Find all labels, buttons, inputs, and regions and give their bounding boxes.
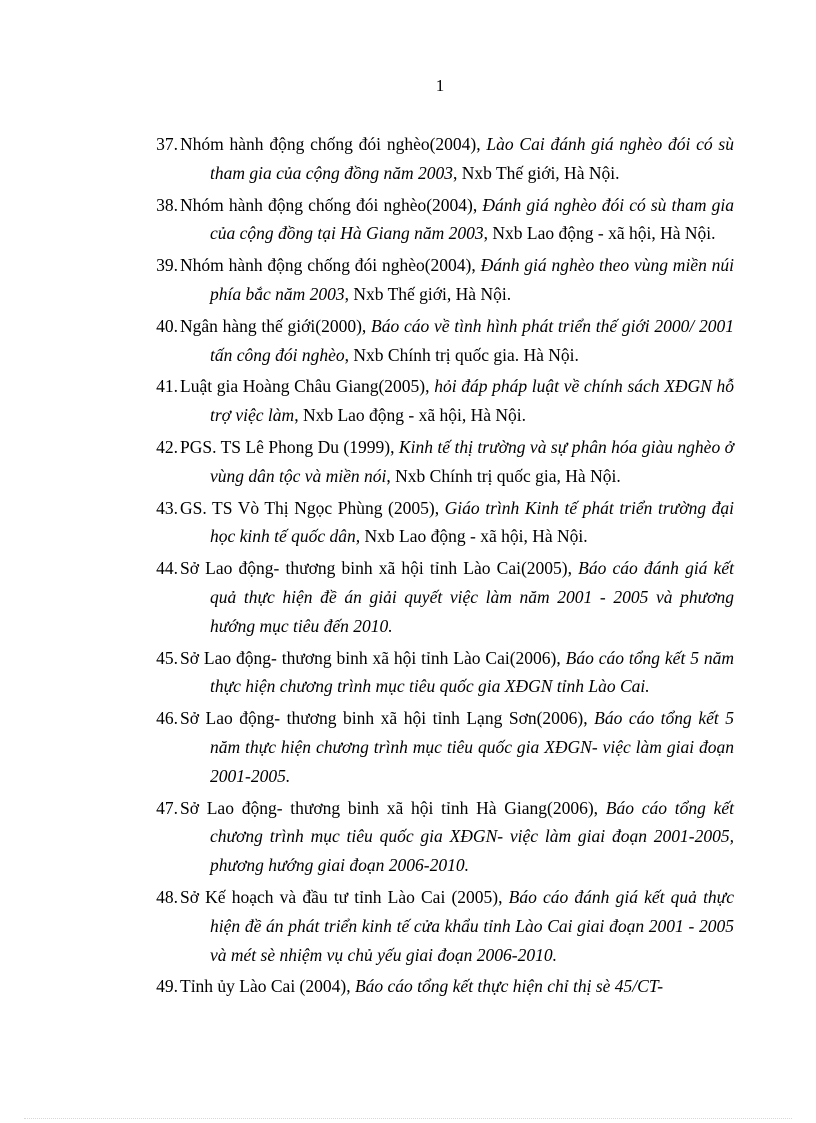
reference-author: GS. TS Vò Thị Ngọc Phùng (2005), [180,497,445,518]
reference-author: Nhóm hành động chống đói nghèo(2004), [180,134,487,154]
reference-entry [140,433,734,491]
reference-number: 49. [156,976,178,997]
reference-number: 41. [156,376,178,397]
reference-entry [140,883,734,969]
reference-publisher: Nxb Lao động - xã hội, Hà Nội. [360,526,588,547]
reference-author: Sở Lao động- thương binh xã hội tỉnh Lào Cai(2005), [180,558,579,579]
reference-number: 39. [156,255,178,276]
reference-publisher: , Nxb Thế giới, Hà Nội. [453,162,620,183]
reference-author: PGS. TS Lê Phong Du (1999), [180,436,399,457]
reference-entry [140,191,734,249]
page-number: 1 [435,76,445,95]
reference-title: Đánh giá nghèo đói có sù tham gia của cộng đồng tại Hà Giang năm 2003 [210,194,734,244]
reference-entry [140,644,734,702]
reference-list [140,130,734,1004]
reference-entry [140,554,734,640]
reference-title: hỏi đáp pháp luật về chính sách XĐGN hỗ trợ việc làm [210,376,734,426]
reference-author: Luật gia Hoàng Châu Giang(2005), [180,376,435,397]
reference-publisher: , Nxb Chính trị quốc gia. Hà Nội. [344,344,579,365]
reference-author: Sở Lao động- thương binh xã hội tỉnh Hà Giang(2006), [180,797,606,818]
reference-number: 46. [156,708,178,729]
reference-author: Tỉnh ủy Lào Cai (2004), [180,976,355,997]
reference-title: Báo cáo tổng kết 5 năm thực hiện chương trình mục tiêu quốc gia XĐGN- việc làm giai đoạn 2001-2005. [210,708,735,786]
reference-text [180,255,734,304]
reference-title: Lào Cai đánh giá nghèo đói có sù tham gia của cộng đồng năm 2003 [210,134,734,183]
reference-entry [140,494,734,552]
reference-text [180,498,734,547]
reference-publisher: , Nxb Chính trị quốc gia, Hà Nội. [386,465,621,486]
reference-number: 44. [156,558,178,579]
reference-publisher: , Nxb Lao động - xã hội, Hà Nội. [294,405,527,426]
reference-text [180,195,734,244]
reference-author: Nhóm hành động chống đói nghèo(2004), [180,255,481,276]
reference-text [180,798,734,876]
reference-text [180,437,734,486]
reference-text [180,887,734,965]
page-bottom-divider [24,1118,792,1119]
reference-text [180,134,734,183]
reference-text [180,376,734,425]
reference-title: Báo cáo tổng kết 5 năm thực hiện chương trình mục tiêu quốc gia XĐGN tỉnh Lào Cai. [210,647,734,697]
reference-title: Kinh tế thị trường và sự phân hóa giàu nghèo ở vùng dân tộc và miền nói [210,436,734,486]
reference-number: 43. [156,497,178,518]
reference-title: Báo cáo về tình hình phát triển thế giới 2000/ 2001 tấn công đói nghèo [210,315,734,365]
reference-text [180,708,734,786]
reference-text [180,316,734,365]
reference-number: 37. [156,134,178,154]
reference-number: 38. [156,194,178,215]
reference-title: Báo cáo tổng kết thực hiện chỉ thị sè 45/CT- [354,976,664,997]
reference-title: Đánh giá nghèo theo vùng miền núi phía bắc năm 2003 [210,255,734,304]
reference-publisher: , Nxb Thế giới, Hà Nội. [344,283,512,304]
reference-entry [140,130,734,188]
reference-number: 42. [156,436,178,457]
reference-entry [140,794,734,880]
reference-title: Báo cáo đánh giá kết quả thực hiện đề án giải quyết việc làm năm 2001 - 2005 và phương hướng mục tiêu đến 2010. [210,558,734,636]
reference-author: Sở Kế hoạch và đầu tư tỉnh Lào Cai (2005), [180,886,509,907]
reference-entry [140,972,734,1001]
reference-text [180,976,663,996]
reference-number: 48. [156,886,178,907]
reference-entry [140,372,734,430]
reference-entry [140,704,734,790]
reference-author: Ngân hàng thế giới(2000), [180,315,372,336]
reference-author: Nhóm hành động chống đói nghèo(2004), [180,194,483,215]
reference-author: Sở Lao động- thương binh xã hội tỉnh Lào Cai(2006), [180,647,566,668]
reference-entry [140,251,734,309]
reference-author: Sở Lao động- thương binh xã hội tỉnh Lạng Sơn(2006), [180,708,595,729]
reference-number: 47. [156,797,178,818]
reference-title: Báo cáo tổng kết chương trình mục tiêu quốc gia XĐGN- việc làm giai đoạn 2001-2005, phương hướng giai đoạn 2006-2010. [210,797,734,876]
reference-text [180,558,734,636]
reference-entry [140,312,734,370]
reference-number: 45. [156,647,178,668]
reference-title: Giáo trình Kinh tế phát triển trường đại học kinh tế quốc dân, [210,497,735,547]
reference-text [180,648,734,697]
reference-number: 40. [156,315,178,336]
reference-publisher: , Nxb Lao động - xã hội, Hà Nội. [483,223,716,244]
reference-title: Báo cáo đánh giá kết quả thực hiện đề án phát triển kinh tế cửa khẩu tỉnh Lào Cai giai đoạn 2001 - 2005 và mét sè nhiệm vụ chủ yếu giai đoạn 2006-2010. [210,886,734,965]
